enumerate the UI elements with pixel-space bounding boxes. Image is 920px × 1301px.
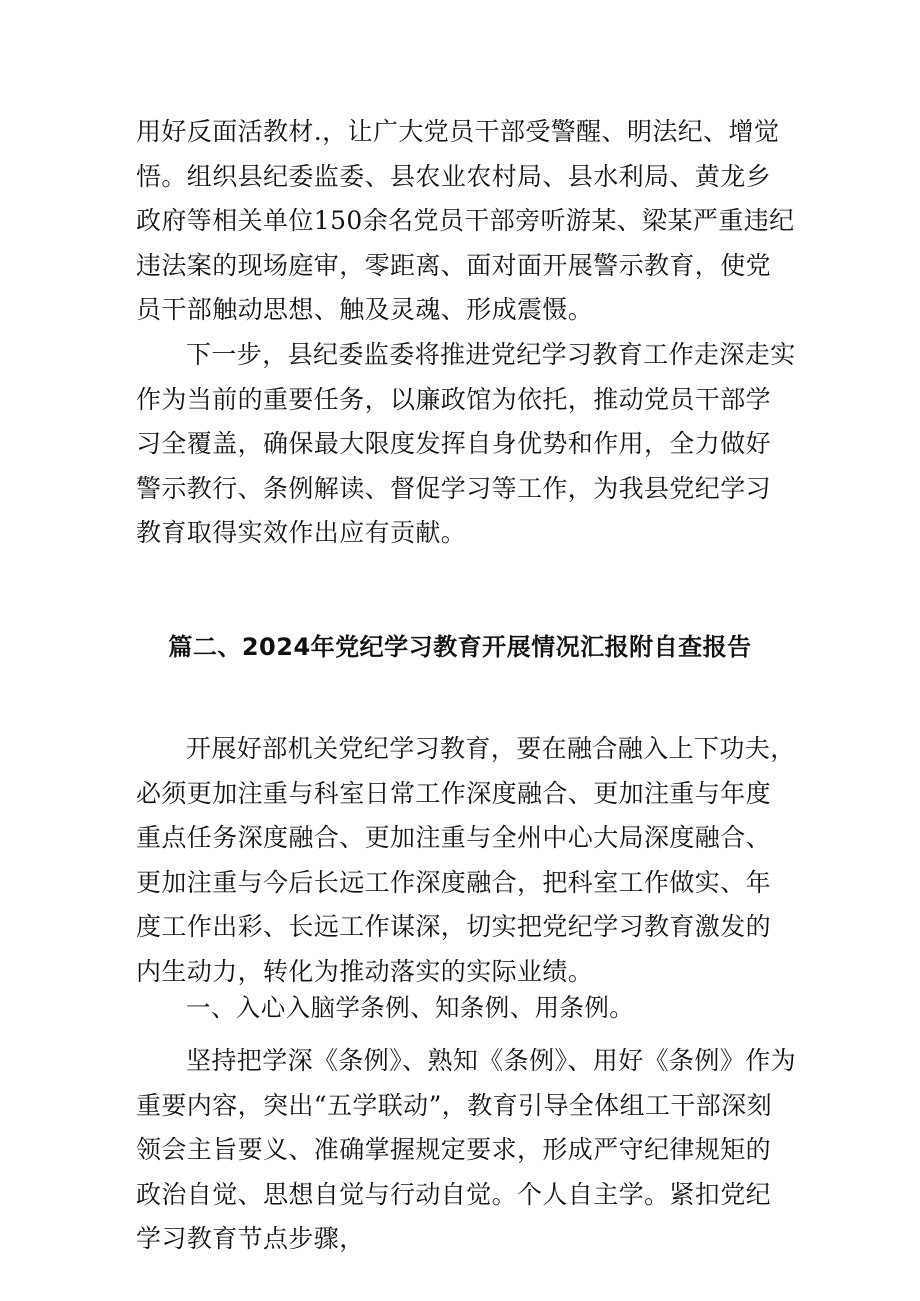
paragraph-study — [136, 1039, 796, 1262]
paragraph-continued — [136, 110, 796, 333]
paragraph-text: 开展好部机关党纪学习教育，要在融合融入上下功夫，必须更加注重与科室日常工作深度融合、更加注重与年度重点任务深度融合、更加注重与全州中心大局深度融合、更加注重与今后长远工作深度融合，把科室工作做实、年度工作出彩、长远工作谋深，切实把党纪学习教育激发的内生动力，转化为推动落实的实际业绩。 — [136, 734, 796, 986]
section-title: 篇二、2024年党纪学习教育开展情况汇报附自查报告 — [168, 633, 752, 661]
paragraph-next-step — [136, 333, 796, 556]
paragraph-text: 坚持把学深《条例》、熟知《条例》、用好《条例》作为重要内容，突出“五学联动”，教育引导全体组工干部深刻领会主旨要义、准确掌握规定要求，形成严守纪律规矩的政治自觉、思想自觉与行动自觉。个人自主学。紧扣党纪学习教育节点步骤， — [136, 1046, 797, 1253]
paragraph-text: 下一步，县纪委监委将推进党纪学习教育工作走深走实作为当前的重要任务，以廉政馆为依托，推动党员干部学习全覆盖，确保最大限度发挥自身优势和作用，全力做好警示教行、条例解读、督促学习等工作，为我县党纪学习教育取得实效作出应有贡献。 — [136, 340, 796, 547]
paragraph-text: 用好反面活教材.，让广大党员干部受警醒、明法纪、增觉悟。组织县纪委监委、县农业农村局、县水利局、黄龙乡政府等相关单位150余名党员干部旁听游某、梁某严重违纪违法案的现场庭审，零距离、面对面开展警示教育，使党员干部触动思想、触及灵魂、形成震慑。 — [136, 117, 795, 324]
paragraph-intro — [136, 727, 796, 994]
subheading-one: 一、入心入脑学条例、知条例、用条例。 — [186, 993, 635, 1022]
